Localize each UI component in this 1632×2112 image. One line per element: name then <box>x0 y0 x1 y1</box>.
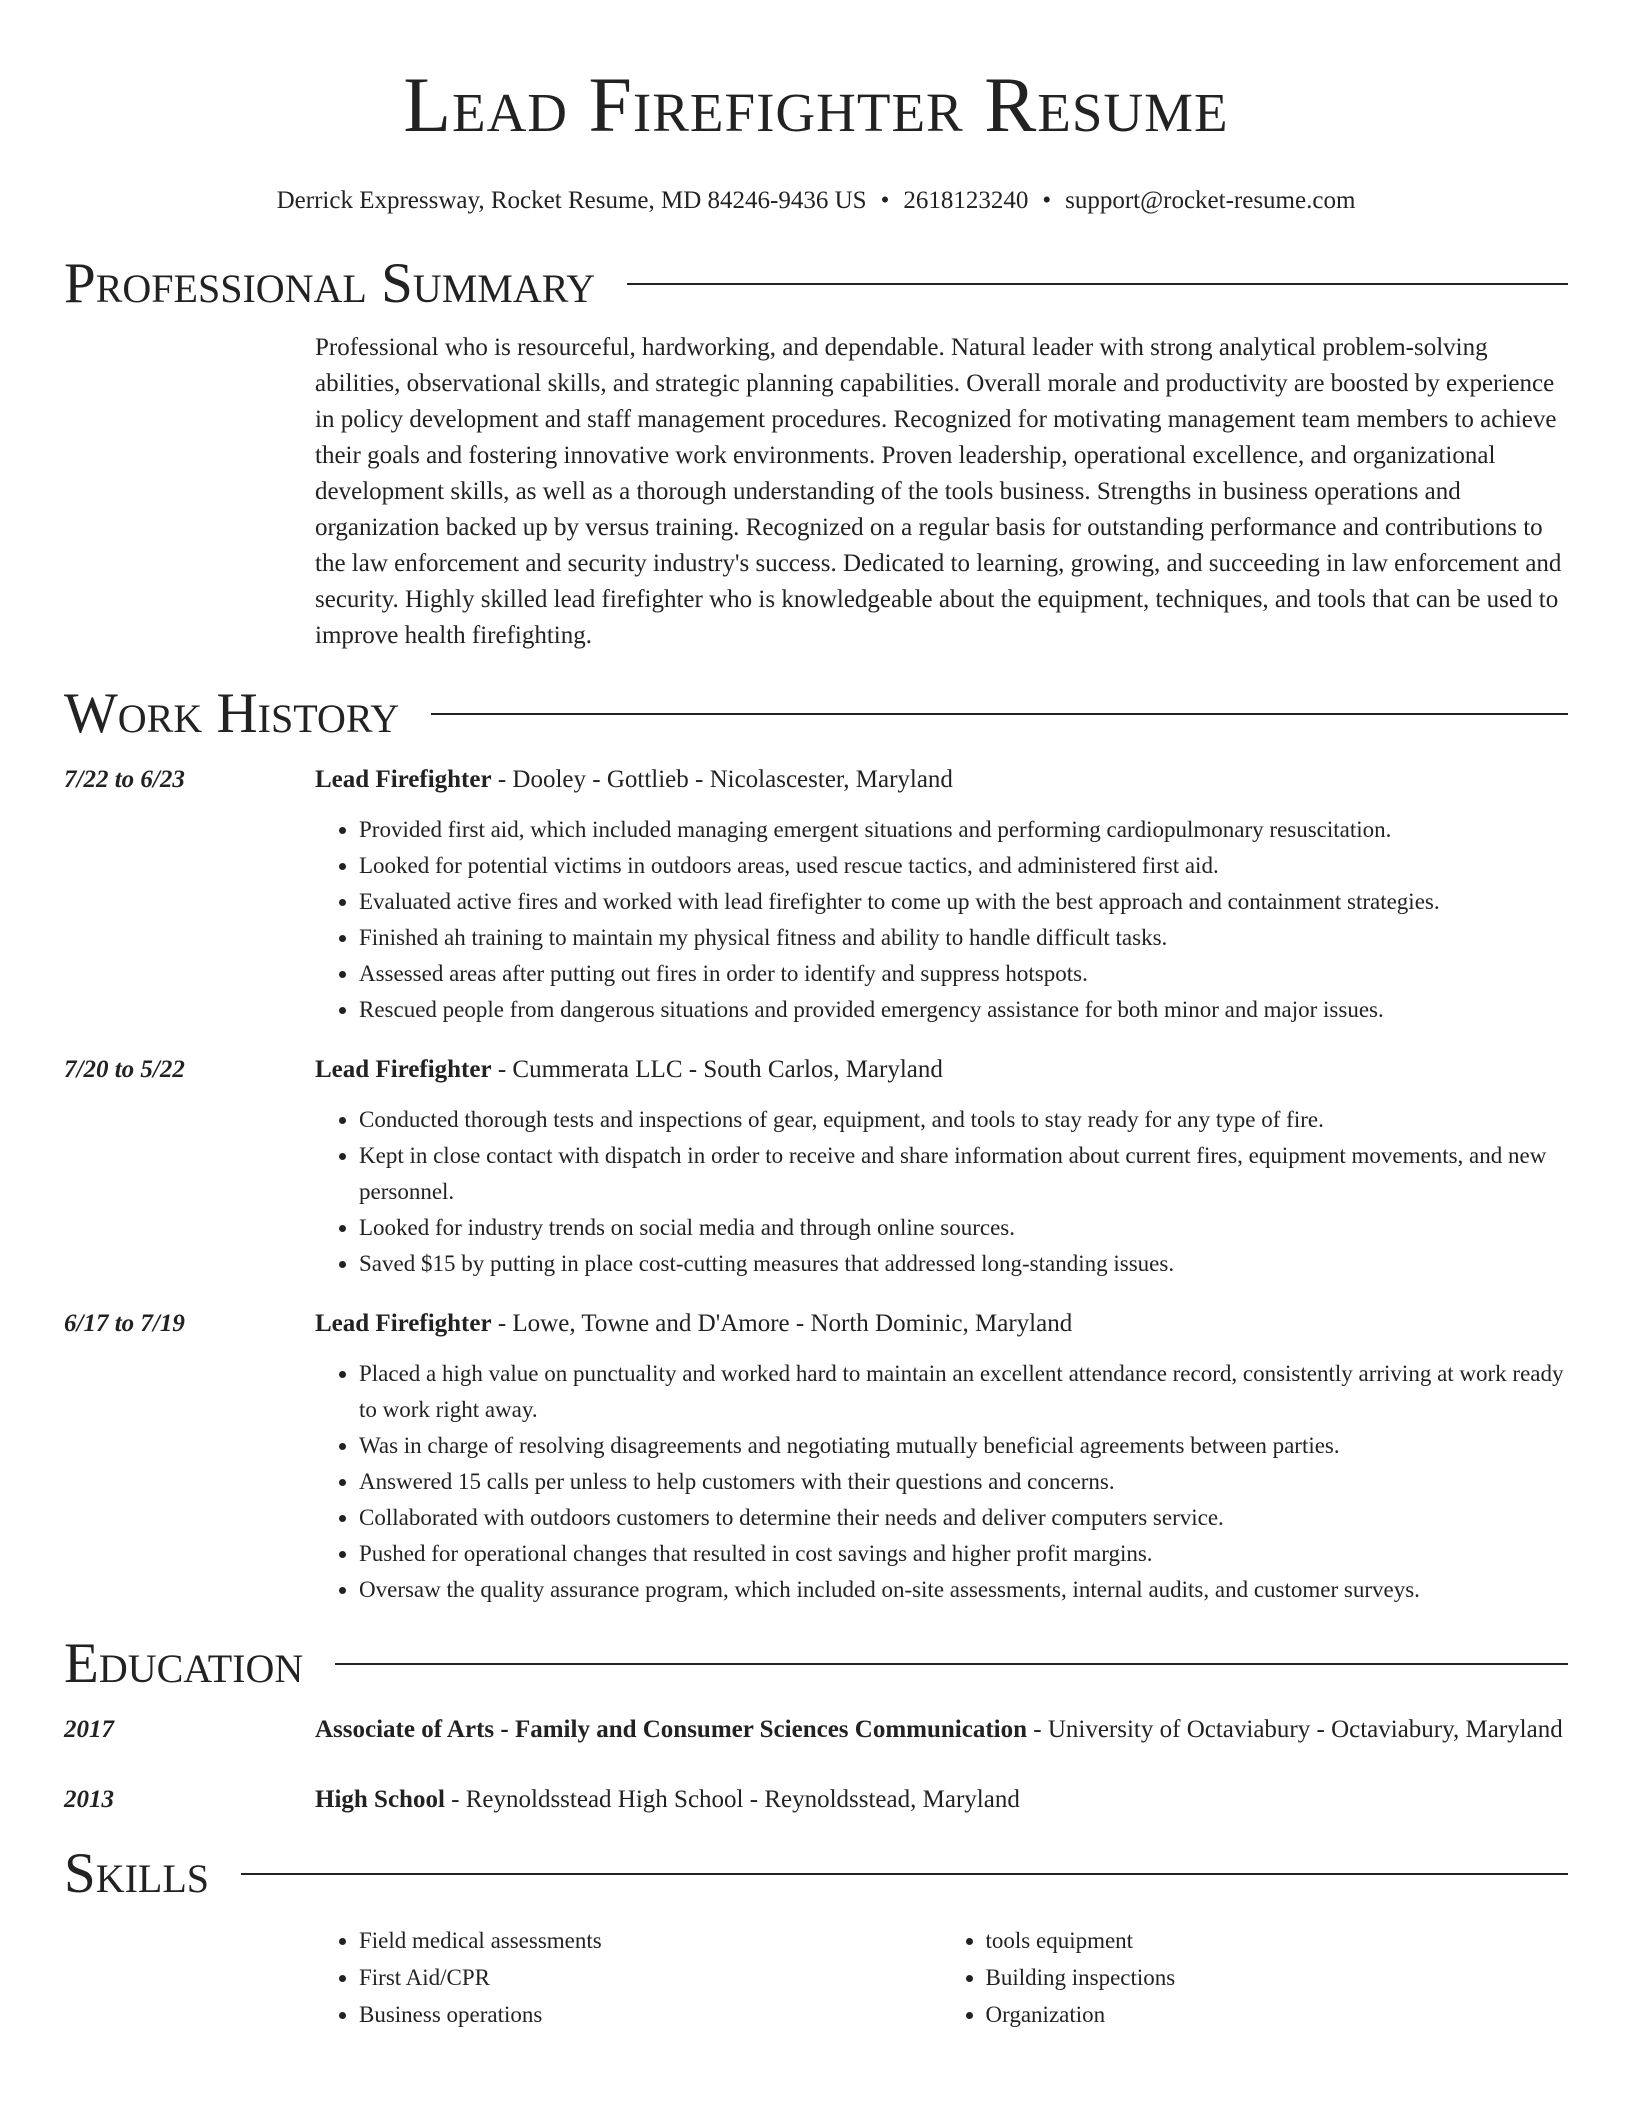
education-entry <box>64 1782 1568 1818</box>
summary-section-title: Professional Summary <box>64 252 596 315</box>
job-title: Lead Firefighter <box>315 1310 492 1337</box>
job-bullets <box>315 812 1568 1028</box>
summary-text: Professional who is resourceful, hardworking, and dependable. Natural leader with strong analytical problem-solving abilities, observational skills, and strategic planning capabilities. Overall morale and productivity are boosted by experience in policy development and staff management procedures. Recognized for motivating management team members to achieve their goals and fostering innovative work environments. Proven leadership, operational excellence, and organizational development skills, as well as a thorough understanding of the tools business. Strengths in business operations and organization backed up by versus training. Recognized on a regular basis for outstanding performance and contributions to the law enforcement and security industry's success. Dedicated to learning, growing, and succeeding in law enforcement and security. Highly skilled lead firefighter who is knowledgeable about the equipment, techniques, and tools that can be used to improve health firefighting. <box>315 334 1562 649</box>
section-divider <box>335 1663 1568 1665</box>
education-year: 2013 <box>64 1786 114 1813</box>
skill-item: • tools equipment <box>986 1922 1569 1959</box>
job-dates: 6/17 to 7/19 <box>64 1310 185 1337</box>
skill-item: • Organization <box>986 1996 1569 2033</box>
job-bullet: • Assessed areas after putting out fires in order to identify and suppress hotspots. <box>359 956 1568 992</box>
section-divider <box>241 1873 1568 1875</box>
section-divider <box>431 713 1568 715</box>
summary-row <box>64 330 1568 654</box>
skills-row <box>64 1922 1568 2033</box>
skill-item: • First Aid/CPR <box>359 1959 942 1996</box>
skill-item: • Field medical assessments <box>359 1922 942 1959</box>
job-heading <box>315 1052 1568 1088</box>
education-heading <box>315 1782 1568 1818</box>
education-school: - Reynoldsstead High School - Reynoldsstead, Maryland <box>444 1786 1020 1813</box>
skills-columns <box>315 1922 1568 2033</box>
job-bullet: • Finished ah training to maintain my physical fitness and ability to handle difficult tasks. <box>359 920 1568 956</box>
section-divider <box>627 283 1568 285</box>
skill-item: • Business operations <box>359 1996 942 2033</box>
job-bullet: • Looked for industry trends on social media and through online sources. <box>359 1210 1568 1246</box>
job-bullet: • Oversaw the quality assurance program, which included on-site assessments, internal audits, and customer surveys. <box>359 1572 1568 1608</box>
job-title: Lead Firefighter <box>315 766 492 793</box>
job-bullet: • Was in charge of resolving disagreements and negotiating mutually beneficial agreements between parties. <box>359 1428 1568 1464</box>
job-bullet: • Kept in close contact with dispatch in order to receive and share information about current fires, equipment movements, and new personnel. <box>359 1138 1568 1210</box>
education-section-header <box>64 1634 1568 1694</box>
job-entry <box>64 1052 1568 1282</box>
summary-section-header <box>64 254 1568 314</box>
education-heading <box>315 1712 1568 1748</box>
job-bullet: • Collaborated with outdoors customers to determine their needs and deliver computers service. <box>359 1500 1568 1536</box>
skills-list-left <box>315 1922 942 2033</box>
contact-line <box>64 186 1568 216</box>
skills-list-right <box>942 1922 1569 2033</box>
job-title: Lead Firefighter <box>315 1056 492 1083</box>
education-school: - University of Octaviabury - Octaviabury, Maryland <box>1027 1716 1563 1743</box>
work-section-header <box>64 684 1568 744</box>
job-bullets <box>315 1356 1568 1608</box>
job-bullet: • Provided first aid, which included managing emergent situations and performing cardiopulmonary resuscitation. <box>359 812 1568 848</box>
resume-title: Lead Firefighter Resume <box>403 61 1229 148</box>
education-section-title: Education <box>64 1632 304 1695</box>
job-employer: - Dooley - Gottlieb - Nicolascester, Maryland <box>491 766 953 793</box>
education-entry <box>64 1712 1568 1748</box>
job-employer: - Lowe, Towne and D'Amore - North Dominic, Maryland <box>491 1310 1073 1337</box>
skills-section-header <box>64 1844 1568 1904</box>
job-entry <box>64 762 1568 1028</box>
resume-page <box>64 0 1568 2033</box>
education-year: 2017 <box>64 1716 114 1743</box>
job-heading <box>315 1306 1568 1342</box>
job-bullet: • Placed a high value on punctuality and worked hard to maintain an excellent attendance record, consistently arriving at work ready to work right away. <box>359 1356 1568 1428</box>
job-bullet: • Answered 15 calls per unless to help customers with their questions and concerns. <box>359 1464 1568 1500</box>
job-dates: 7/20 to 5/22 <box>64 1056 185 1083</box>
education-degree: Associate of Arts - Family and Consumer Sciences Communication <box>315 1716 1027 1743</box>
job-entry <box>64 1306 1568 1608</box>
job-employer: - Cummerata LLC - South Carlos, Maryland <box>491 1056 943 1083</box>
skills-section-title: Skills <box>64 1842 210 1905</box>
skill-item: • Building inspections <box>986 1959 1569 1996</box>
education-degree: High School <box>315 1786 445 1813</box>
contact-address: Derrick Expressway, Rocket Resume, MD 84246-9436 US <box>276 187 867 214</box>
job-bullet: • Saved $15 by putting in place cost-cutting measures that addressed long-standing issues. <box>359 1246 1568 1282</box>
job-bullet: • Pushed for operational changes that resulted in cost savings and higher profit margins. <box>359 1536 1568 1572</box>
work-section-title: Work History <box>64 682 400 745</box>
contact-separator: • <box>1042 187 1052 214</box>
job-bullets <box>315 1102 1568 1282</box>
job-bullet: • Rescued people from dangerous situations and provided emergency assistance for both minor and major issues. <box>359 992 1568 1028</box>
job-heading <box>315 762 1568 798</box>
job-bullet: • Evaluated active fires and worked with lead firefighter to come up with the best approach and containment strategies. <box>359 884 1568 920</box>
job-bullet: • Conducted thorough tests and inspections of gear, equipment, and tools to stay ready for any type of fire. <box>359 1102 1568 1138</box>
job-dates: 7/22 to 6/23 <box>64 766 185 793</box>
contact-separator: • <box>880 187 890 214</box>
contact-email: support@rocket-resume.com <box>1065 187 1356 214</box>
job-bullet: • Looked for potential victims in outdoors areas, used rescue tactics, and administered first aid. <box>359 848 1568 884</box>
contact-phone: 2618123240 <box>903 187 1029 214</box>
